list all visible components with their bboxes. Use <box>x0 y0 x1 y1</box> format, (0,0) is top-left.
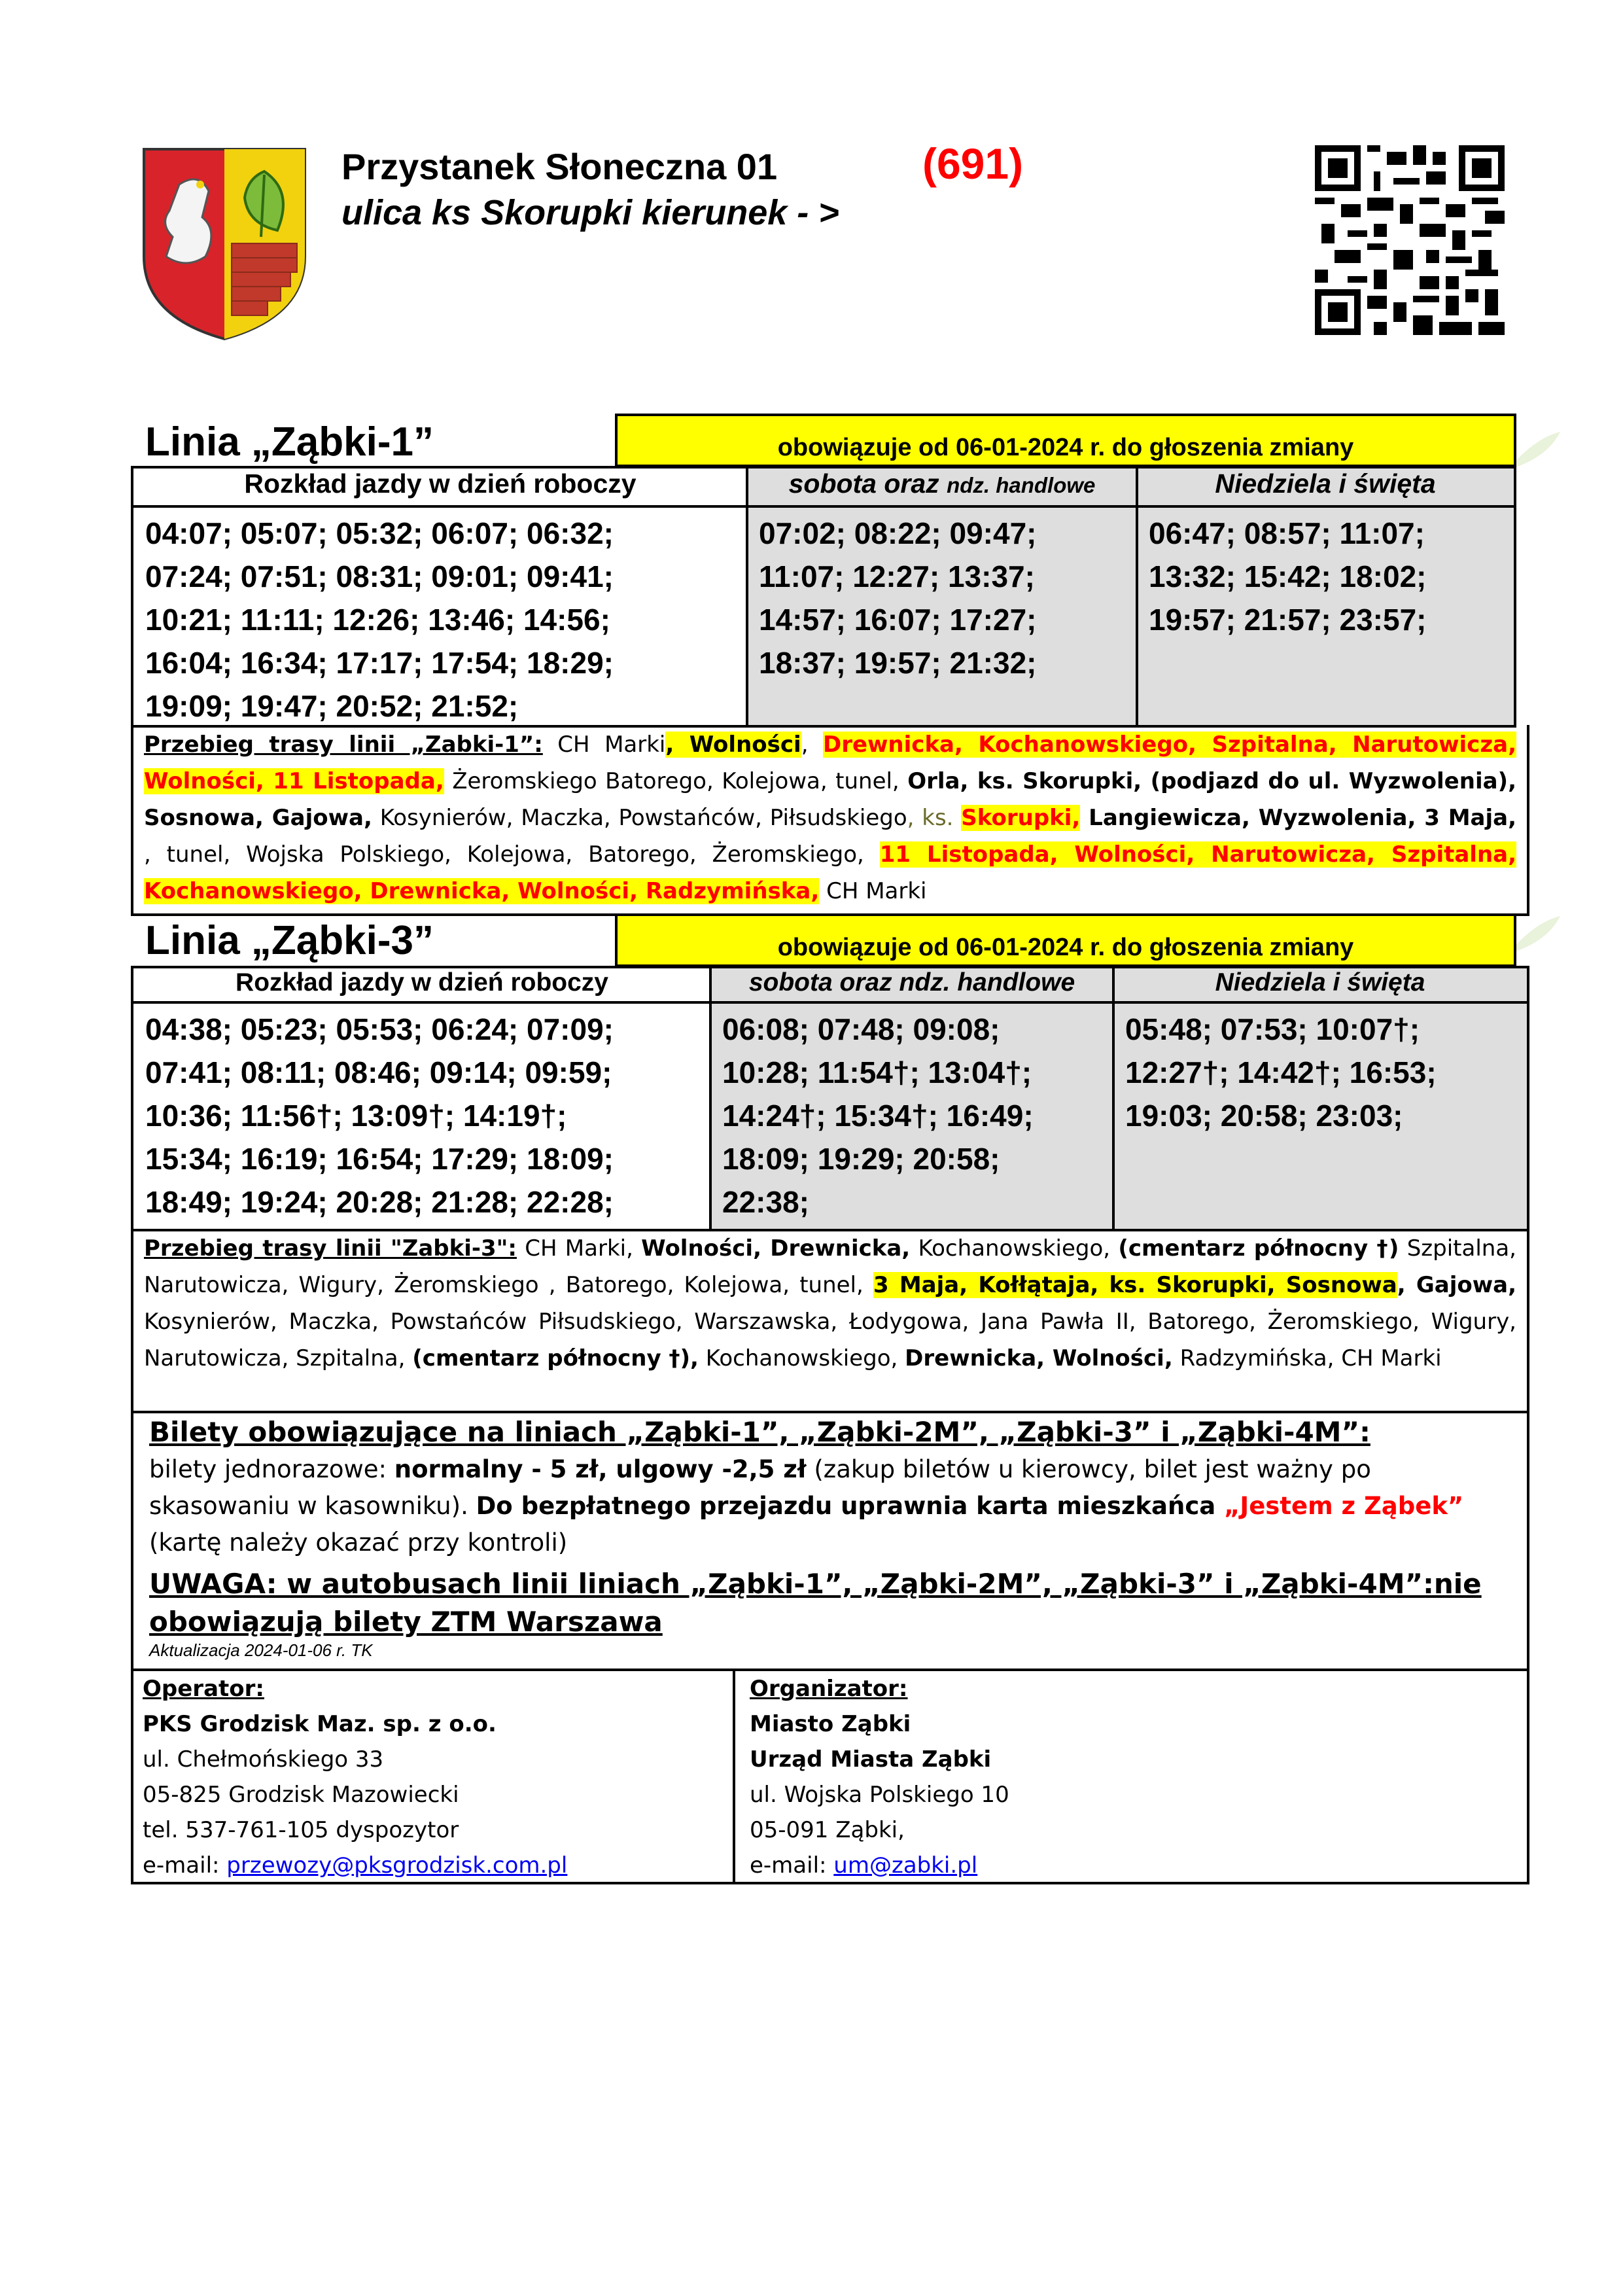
line3-timetable <box>131 966 1529 1231</box>
tickets-text: bilety jednorazowe: normalny - 5 zł, ulgowy -2,5 zł (zakup biletów u kierowcy, bilet jest ważny po skasowaniu w kasowniku). Do bezpłatnego przejazdu uprawnia karta mieszkańca „Jestem z Ząbek” (kartę należy okazać przy kontroli) <box>149 1455 1464 1557</box>
tickets-info <box>131 1411 1529 1671</box>
contacts-table <box>131 1669 1529 1884</box>
line3-title: Linia „Ząbki-3” <box>145 918 434 963</box>
zabki-coat-of-arms-icon <box>140 145 309 342</box>
line1-route: Przebieg trasy linii „Zabki-1”: CH Marki, Wolności, Drewnicka, Kochanowskiego, Szpitalna, Narutowicza, Wolności, 11 Listopada, Żeromskiego Batorego, Kolejowa, tunel, Orla, ks. Skorupki, (podjazd do ul. Wyzwolenia), Sosnowa, Gajowa, Kosynierów, Maczka, Powstańców, Piłsudskiego, ks. Skorupki, Langiewicza, Wyzwolenia, 3 Maja, , tunel, Wojska Polskiego, Kolejowa, Batorego, Żeromskiego, 11 Listopada, Wolności, Narutowicza, Szpitalna, Kochanowskiego, Drewnicka, Wolności, Radzymińska, CH Marki <box>131 725 1529 916</box>
weekday-header: Rozkład jazdy w dzień roboczy <box>133 968 710 1004</box>
saturday-header: sobota oraz ndz. handlowe <box>710 968 1113 1004</box>
operator-block: Operator: PKS Grodzisk Maz. sp. z o.o. ul. Chełmońskiego 33 05-825 Grodzisk Mazowiecki tel. 537-761-105 dyspozytor e-mail: przewozy@pksgrodzisk.com.pl <box>143 1676 568 1879</box>
weekday-header: Rozkład jazdy w dzień roboczy <box>133 468 747 508</box>
operator-email-link[interactable]: przewozy@pksgrodzisk.com.pl <box>226 1852 568 1879</box>
saturday-times: 06:08; 07:48; 09:08; 10:28; 11:54†; 13:04†; 14:24†; 15:34†; 16:49; 18:09; 19:29; 20:58; 22:38; <box>710 1004 1113 1229</box>
sunday-header: Niedziela i święta <box>1113 968 1527 1004</box>
saturday-times: 07:02; 08:22; 09:47; 11:07; 12:27; 13:37; 14:57; 16:07; 17:27; 18:37; 19:57; 21:32; <box>747 508 1137 725</box>
organizer-email-link[interactable]: um@zabki.pl <box>833 1852 978 1879</box>
weekday-times: 04:07; 05:07; 05:32; 06:07; 06:32; 07:24; 07:51; 08:31; 09:01; 09:41; 10:21; 11:11; 12:26; 13:46; 14:56; 16:04; 16:34; 17:17; 17:54; 18:29; 19:09; 19:47; 20:52; 21:52; <box>145 516 614 723</box>
weekday-times: 04:38; 05:23; 05:53; 06:24; 07:09; 07:41; 08:11; 08:46; 09:14; 09:59; 10:36; 11:56†; 13:09†; 14:19†; 15:34; 16:19; 16:54; 17:29; 18:09; 18:49; 19:24; 20:28; 21:28; 22:28; <box>145 1012 614 1219</box>
tickets-heading: Bilety obowiązujące na liniach „Ząbki-1”, „Ząbki-2M”, „Ząbki-3” i „Ząbki-4M”: <box>149 1416 1370 1448</box>
organizer-block: Organizator: Miasto Ząbki Urząd Miasta Ząbki ul. Wojska Polskiego 10 05-091 Ząbki, e-mail: um@zabki.pl <box>750 1676 1009 1879</box>
line1-timetable <box>131 466 1516 728</box>
update-note: Aktualizacja 2024-01-06 r. TK <box>149 1640 373 1660</box>
sunday-header: Niedziela i święta <box>1137 468 1514 508</box>
street-direction: ulica ks Skorupki kierunek - > <box>341 193 839 232</box>
ztm-warning: UWAGA: w autobusach linii liniach „Ząbki-1”, „Ząbki-2M”, „Ząbki-3” i „Ząbki-4M”:nie obowiązują bilety ZTM Warszawa <box>149 1568 1482 1638</box>
sunday-times: 05:48; 07:53; 10:07†; 12:27†; 14:42†; 16:53; 19:03; 20:58; 23:03; <box>1113 1004 1527 1229</box>
qr-code-icon <box>1315 145 1505 335</box>
stop-name: Przystanek Słoneczna 01 <box>341 146 778 187</box>
line1-validity: obowiązuje od 06-01-2024 r. do głoszenia zmiany <box>615 414 1516 467</box>
line3-validity: obowiązuje od 06-01-2024 r. do głoszenia zmiany <box>615 913 1516 967</box>
line1-title: Linia „Ząbki-1” <box>145 419 434 465</box>
sunday-times: 06:47; 08:57; 11:07; 13:32; 15:42; 18:02; 19:57; 21:57; 23:57; <box>1137 508 1514 725</box>
stop-code: (691) <box>922 139 1024 188</box>
line3-route: Przebieg trasy linii "Zabki-3": CH Marki, Wolności, Drewnicka, Kochanowskiego, (cmentarz północny †) Szpitalna, Narutowicza, Wigury, Żeromskiego , Batorego, Kolejowa, tunel, 3 Maja, Kołłątaja, ks. Skorupki, Sosnowa, Gajowa, Kosynierów, Maczka, Powstańców Piłsudskiego, Warszawska, Łodygowa, Jana Pawła II, Batorego, Żeromskiego, Wigury, Narutowicza, Szpitalna, (cmentarz północny †), Kochanowskiego, Drewnicka, Wolności, Radzymińska, CH Marki <box>131 1229 1529 1413</box>
saturday-header: sobota oraz ndz. handlowe <box>747 468 1137 508</box>
